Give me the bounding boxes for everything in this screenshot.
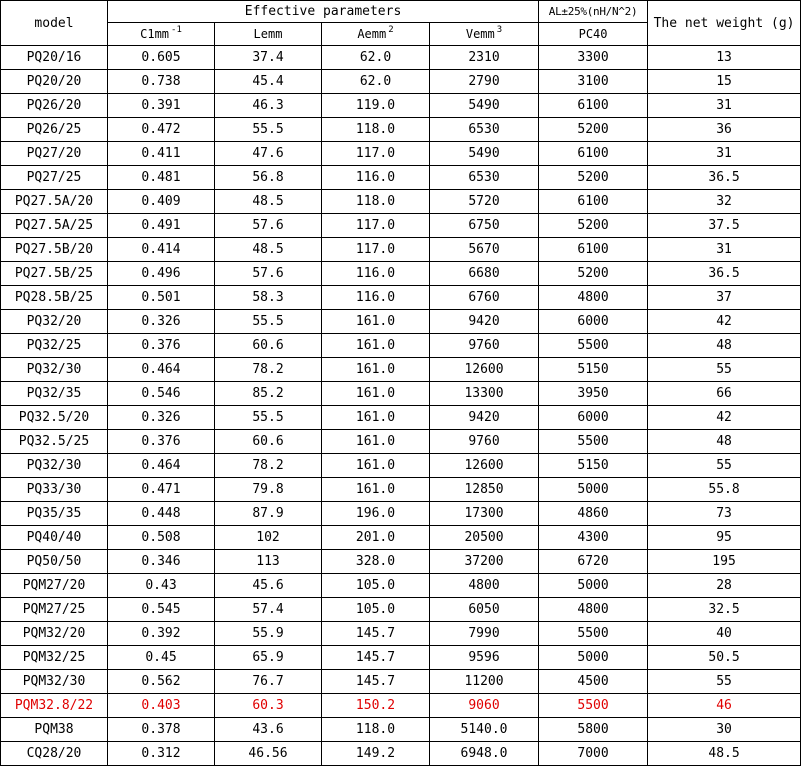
cell-c1: 0.326 xyxy=(108,310,215,334)
cell-ve: 9420 xyxy=(430,406,539,430)
table-row xyxy=(1,358,801,382)
cell-weight: 42 xyxy=(648,310,801,334)
cell-ve: 9760 xyxy=(430,430,539,454)
cell-ve: 2790 xyxy=(430,70,539,94)
cell-weight: 28 xyxy=(648,574,801,598)
cell-le: 46.3 xyxy=(215,94,322,118)
cell-ae: 161.0 xyxy=(322,454,430,478)
header-ae-label: Aemm xyxy=(357,27,387,41)
cell-weight: 31 xyxy=(648,142,801,166)
cell-le: 47.6 xyxy=(215,142,322,166)
cell-al: 6100 xyxy=(539,94,648,118)
cell-al: 5000 xyxy=(539,478,648,502)
cell-model: PQM32.8/22 xyxy=(1,694,108,718)
cell-c1: 0.376 xyxy=(108,430,215,454)
table-row xyxy=(1,286,801,310)
cell-le: 46.56 xyxy=(215,742,322,766)
cell-model: PQ27.5B/20 xyxy=(1,238,108,262)
cell-al: 5800 xyxy=(539,718,648,742)
cell-le: 55.5 xyxy=(215,406,322,430)
cell-model: PQ27/25 xyxy=(1,166,108,190)
cell-ae: 116.0 xyxy=(322,262,430,286)
cell-ae: 105.0 xyxy=(322,574,430,598)
header-ae xyxy=(322,23,430,46)
cell-le: 43.6 xyxy=(215,718,322,742)
cell-ae: 105.0 xyxy=(322,598,430,622)
cell-al: 5150 xyxy=(539,454,648,478)
cell-model: PQ32/30 xyxy=(1,358,108,382)
cell-le: 65.9 xyxy=(215,646,322,670)
cell-ve: 6750 xyxy=(430,214,539,238)
cell-ve: 5670 xyxy=(430,238,539,262)
cell-ve: 6530 xyxy=(430,166,539,190)
cell-c1: 0.391 xyxy=(108,94,215,118)
cell-al: 7000 xyxy=(539,742,648,766)
cell-al: 5200 xyxy=(539,214,648,238)
cell-le: 60.6 xyxy=(215,334,322,358)
cell-al: 5200 xyxy=(539,262,648,286)
cell-weight: 55.8 xyxy=(648,478,801,502)
header-le-label: Lemm xyxy=(253,27,283,41)
cell-ae: 118.0 xyxy=(322,190,430,214)
table-row xyxy=(1,190,801,214)
cell-weight: 13 xyxy=(648,46,801,70)
cell-al: 3950 xyxy=(539,382,648,406)
cell-al: 3300 xyxy=(539,46,648,70)
cell-al: 5500 xyxy=(539,334,648,358)
cell-c1: 0.392 xyxy=(108,622,215,646)
cell-ae: 149.2 xyxy=(322,742,430,766)
cell-ae: 116.0 xyxy=(322,286,430,310)
cell-le: 113 xyxy=(215,550,322,574)
cell-c1: 0.403 xyxy=(108,694,215,718)
cell-al: 3100 xyxy=(539,70,648,94)
cell-c1: 0.378 xyxy=(108,718,215,742)
cell-le: 79.8 xyxy=(215,478,322,502)
header-net-weight: The net weight (g) xyxy=(648,1,801,46)
cell-al: 5500 xyxy=(539,622,648,646)
cell-al: 5000 xyxy=(539,646,648,670)
cell-weight: 55 xyxy=(648,454,801,478)
table-row xyxy=(1,334,801,358)
cell-al: 5200 xyxy=(539,118,648,142)
table-row xyxy=(1,622,801,646)
cell-model: PQ20/16 xyxy=(1,46,108,70)
table-header xyxy=(1,1,801,46)
cell-le: 48.5 xyxy=(215,238,322,262)
table-row xyxy=(1,550,801,574)
cell-weight: 95 xyxy=(648,526,801,550)
cell-ve: 5720 xyxy=(430,190,539,214)
cell-c1: 0.464 xyxy=(108,358,215,382)
cell-model: PQM27/25 xyxy=(1,598,108,622)
cell-model: PQM27/20 xyxy=(1,574,108,598)
cell-weight: 36 xyxy=(648,118,801,142)
cell-ae: 145.7 xyxy=(322,622,430,646)
cell-le: 78.2 xyxy=(215,454,322,478)
cell-weight: 30 xyxy=(648,718,801,742)
cell-le: 78.2 xyxy=(215,358,322,382)
cell-ve: 5490 xyxy=(430,94,539,118)
table-row xyxy=(1,310,801,334)
cell-model: PQ40/40 xyxy=(1,526,108,550)
cell-le: 87.9 xyxy=(215,502,322,526)
cell-le: 37.4 xyxy=(215,46,322,70)
cell-c1: 0.45 xyxy=(108,646,215,670)
cell-al: 4300 xyxy=(539,526,648,550)
cell-le: 55.9 xyxy=(215,622,322,646)
table-row xyxy=(1,166,801,190)
cell-ve: 9596 xyxy=(430,646,539,670)
cell-al: 6720 xyxy=(539,550,648,574)
cell-al: 5000 xyxy=(539,574,648,598)
cell-c1: 0.411 xyxy=(108,142,215,166)
table-row xyxy=(1,214,801,238)
cell-weight: 31 xyxy=(648,238,801,262)
cell-model: PQ26/20 xyxy=(1,94,108,118)
cell-c1: 0.491 xyxy=(108,214,215,238)
cell-al: 5500 xyxy=(539,694,648,718)
cell-ve: 5140.0 xyxy=(430,718,539,742)
table-row-highlighted xyxy=(1,694,801,718)
cell-al: 6100 xyxy=(539,238,648,262)
cell-model: PQ32/35 xyxy=(1,382,108,406)
table-row xyxy=(1,742,801,766)
cell-weight: 66 xyxy=(648,382,801,406)
cell-ae: 117.0 xyxy=(322,238,430,262)
cell-al: 6000 xyxy=(539,310,648,334)
cell-model: PQM32/30 xyxy=(1,670,108,694)
cell-model: PQ27.5A/25 xyxy=(1,214,108,238)
header-c1 xyxy=(108,23,215,46)
cell-ae: 145.7 xyxy=(322,670,430,694)
cell-model: PQ27/20 xyxy=(1,142,108,166)
cell-model: PQ32/25 xyxy=(1,334,108,358)
cell-ae: 118.0 xyxy=(322,718,430,742)
cell-c1: 0.464 xyxy=(108,454,215,478)
table-row xyxy=(1,430,801,454)
cell-model: PQ32/30 xyxy=(1,454,108,478)
table-row xyxy=(1,670,801,694)
cell-ve: 9420 xyxy=(430,310,539,334)
table-row xyxy=(1,502,801,526)
cell-al: 5200 xyxy=(539,166,648,190)
cell-c1: 0.508 xyxy=(108,526,215,550)
cell-weight: 31 xyxy=(648,94,801,118)
table-row xyxy=(1,94,801,118)
table-body xyxy=(1,46,801,766)
cell-le: 57.6 xyxy=(215,214,322,238)
cell-weight: 40 xyxy=(648,622,801,646)
cell-ae: 118.0 xyxy=(322,118,430,142)
cell-ve: 20500 xyxy=(430,526,539,550)
cell-model: PQ27.5A/20 xyxy=(1,190,108,214)
cell-ve: 7990 xyxy=(430,622,539,646)
header-al: AL±25%(nH/N^2) xyxy=(539,1,648,23)
cell-ve: 5490 xyxy=(430,142,539,166)
header-le xyxy=(215,23,322,46)
cell-weight: 36.5 xyxy=(648,166,801,190)
cell-weight: 195 xyxy=(648,550,801,574)
cell-le: 60.6 xyxy=(215,430,322,454)
cell-weight: 48 xyxy=(648,334,801,358)
cell-ve: 2310 xyxy=(430,46,539,70)
cell-model: PQ20/20 xyxy=(1,70,108,94)
cell-al: 5500 xyxy=(539,430,648,454)
cell-le: 60.3 xyxy=(215,694,322,718)
cell-c1: 0.546 xyxy=(108,382,215,406)
cell-ae: 62.0 xyxy=(322,70,430,94)
table-row xyxy=(1,262,801,286)
cell-ve: 6760 xyxy=(430,286,539,310)
cell-ve: 9760 xyxy=(430,334,539,358)
cell-al: 6000 xyxy=(539,406,648,430)
cell-weight: 46 xyxy=(648,694,801,718)
cell-model: CQ28/20 xyxy=(1,742,108,766)
cell-model: PQ26/25 xyxy=(1,118,108,142)
cell-model: PQ32/20 xyxy=(1,310,108,334)
cell-ae: 161.0 xyxy=(322,334,430,358)
cell-ae: 196.0 xyxy=(322,502,430,526)
table-row xyxy=(1,574,801,598)
cell-le: 57.4 xyxy=(215,598,322,622)
cell-c1: 0.481 xyxy=(108,166,215,190)
cell-ve: 6530 xyxy=(430,118,539,142)
cell-ve: 4800 xyxy=(430,574,539,598)
cell-le: 55.5 xyxy=(215,310,322,334)
cell-c1: 0.43 xyxy=(108,574,215,598)
cell-ae: 161.0 xyxy=(322,310,430,334)
table-row xyxy=(1,406,801,430)
cell-ae: 117.0 xyxy=(322,142,430,166)
cell-weight: 55 xyxy=(648,670,801,694)
header-ve-superscript: 3 xyxy=(496,25,503,35)
cell-c1: 0.326 xyxy=(108,406,215,430)
table-row xyxy=(1,46,801,70)
cell-ae: 161.0 xyxy=(322,358,430,382)
cell-ae: 62.0 xyxy=(322,46,430,70)
cell-c1: 0.471 xyxy=(108,478,215,502)
cell-le: 57.6 xyxy=(215,262,322,286)
cell-weight: 73 xyxy=(648,502,801,526)
cell-ve: 11200 xyxy=(430,670,539,694)
cell-model: PQM32/20 xyxy=(1,622,108,646)
cell-ae: 117.0 xyxy=(322,214,430,238)
cell-model: PQ33/30 xyxy=(1,478,108,502)
cell-al: 4800 xyxy=(539,598,648,622)
cell-model: PQM38 xyxy=(1,718,108,742)
header-effective-parameters: Effective parameters xyxy=(108,1,539,23)
cell-le: 85.2 xyxy=(215,382,322,406)
cell-ve: 12850 xyxy=(430,478,539,502)
cell-ae: 119.0 xyxy=(322,94,430,118)
cell-ae: 201.0 xyxy=(322,526,430,550)
table-row xyxy=(1,718,801,742)
cell-c1: 0.312 xyxy=(108,742,215,766)
table-row xyxy=(1,238,801,262)
cell-model: PQ32.5/25 xyxy=(1,430,108,454)
cell-c1: 0.545 xyxy=(108,598,215,622)
cell-al: 4860 xyxy=(539,502,648,526)
cell-ve: 12600 xyxy=(430,358,539,382)
cell-weight: 48.5 xyxy=(648,742,801,766)
cell-ae: 161.0 xyxy=(322,406,430,430)
cell-c1: 0.409 xyxy=(108,190,215,214)
cell-c1: 0.605 xyxy=(108,46,215,70)
cell-weight: 36.5 xyxy=(648,262,801,286)
cell-model: PQ28.5B/25 xyxy=(1,286,108,310)
cell-ve: 9060 xyxy=(430,694,539,718)
cell-ae: 161.0 xyxy=(322,382,430,406)
cell-al: 5150 xyxy=(539,358,648,382)
cell-al: 4800 xyxy=(539,286,648,310)
header-material: PC40 xyxy=(539,23,648,46)
cell-le: 56.8 xyxy=(215,166,322,190)
cell-le: 45.4 xyxy=(215,70,322,94)
cell-weight: 32 xyxy=(648,190,801,214)
cell-c1: 0.346 xyxy=(108,550,215,574)
cell-ae: 116.0 xyxy=(322,166,430,190)
table-row xyxy=(1,646,801,670)
cell-le: 76.7 xyxy=(215,670,322,694)
cell-weight: 37 xyxy=(648,286,801,310)
table-row xyxy=(1,118,801,142)
cell-le: 58.3 xyxy=(215,286,322,310)
cell-ve: 12600 xyxy=(430,454,539,478)
cell-weight: 15 xyxy=(648,70,801,94)
cell-ve: 17300 xyxy=(430,502,539,526)
header-model: model xyxy=(1,1,108,46)
cell-model: PQM32/25 xyxy=(1,646,108,670)
cell-ae: 150.2 xyxy=(322,694,430,718)
header-ae-superscript: 2 xyxy=(388,25,394,35)
table-row xyxy=(1,142,801,166)
cell-ve: 6948.0 xyxy=(430,742,539,766)
cell-weight: 48 xyxy=(648,430,801,454)
cell-ve: 13300 xyxy=(430,382,539,406)
table-row xyxy=(1,454,801,478)
cell-al: 6100 xyxy=(539,142,648,166)
header-ve xyxy=(430,23,539,46)
cell-ae: 161.0 xyxy=(322,478,430,502)
cell-c1: 0.501 xyxy=(108,286,215,310)
table-row xyxy=(1,526,801,550)
header-c1-label: C1mm xyxy=(140,27,170,41)
cell-ve: 37200 xyxy=(430,550,539,574)
cell-le: 45.6 xyxy=(215,574,322,598)
cell-c1: 0.448 xyxy=(108,502,215,526)
cell-model: PQ35/35 xyxy=(1,502,108,526)
cell-c1: 0.562 xyxy=(108,670,215,694)
cell-c1: 0.738 xyxy=(108,70,215,94)
header-ve-label: Vemm xyxy=(465,27,495,41)
cell-ve: 6050 xyxy=(430,598,539,622)
cell-model: PQ50/50 xyxy=(1,550,108,574)
cell-weight: 50.5 xyxy=(648,646,801,670)
cell-le: 102 xyxy=(215,526,322,550)
cell-weight: 37.5 xyxy=(648,214,801,238)
cell-c1: 0.496 xyxy=(108,262,215,286)
cell-weight: 42 xyxy=(648,406,801,430)
cell-model: PQ27.5B/25 xyxy=(1,262,108,286)
cell-ae: 145.7 xyxy=(322,646,430,670)
cell-c1: 0.414 xyxy=(108,238,215,262)
cell-ae: 161.0 xyxy=(322,430,430,454)
cell-le: 48.5 xyxy=(215,190,322,214)
cell-al: 6100 xyxy=(539,190,648,214)
cell-c1: 0.472 xyxy=(108,118,215,142)
cell-weight: 55 xyxy=(648,358,801,382)
header-c1-superscript: -1 xyxy=(171,25,182,35)
table-row xyxy=(1,382,801,406)
cell-al: 4500 xyxy=(539,670,648,694)
cell-le: 55.5 xyxy=(215,118,322,142)
cell-ve: 6680 xyxy=(430,262,539,286)
table-row xyxy=(1,598,801,622)
header-row-1 xyxy=(1,1,801,23)
cell-weight: 32.5 xyxy=(648,598,801,622)
cell-model: PQ32.5/20 xyxy=(1,406,108,430)
cell-c1: 0.376 xyxy=(108,334,215,358)
table-row xyxy=(1,478,801,502)
table-row xyxy=(1,70,801,94)
cell-ae: 328.0 xyxy=(322,550,430,574)
